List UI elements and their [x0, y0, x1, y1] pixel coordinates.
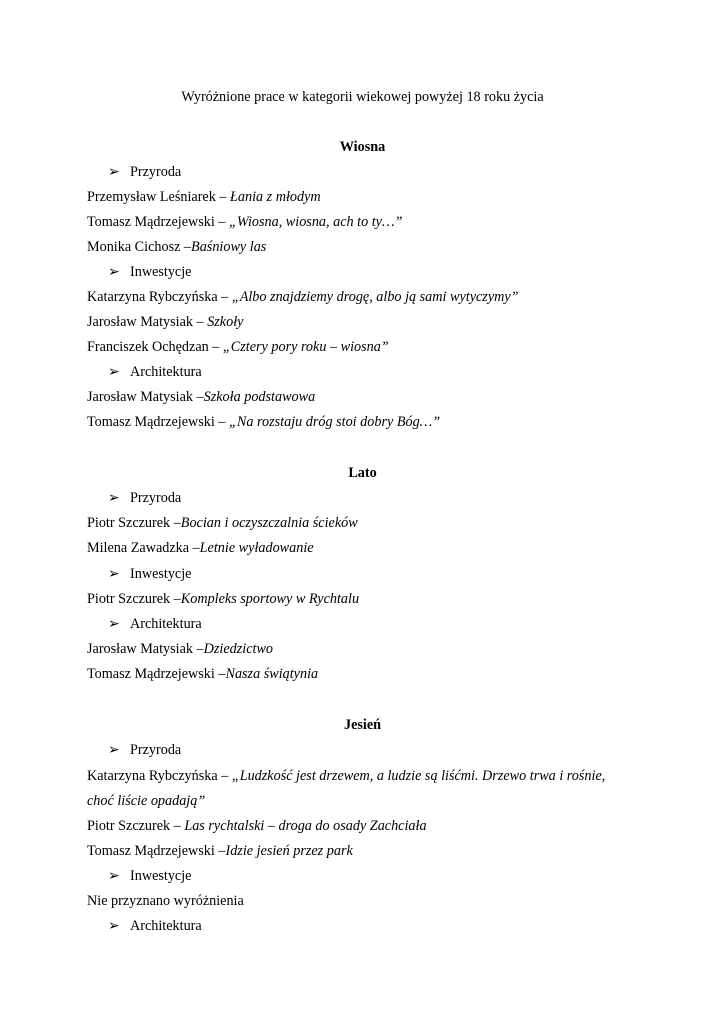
- entry-work-title: „Wiosna, wiosna, ach to ty…”: [229, 214, 403, 230]
- category-label: Inwestycje: [130, 868, 192, 884]
- entry-work-title: Baśniowy las: [191, 239, 267, 255]
- entry-jesien-przyroda-3: [87, 841, 353, 861]
- arrow-bullet-icon: ➢: [108, 164, 120, 180]
- category-przyroda-lato: [108, 488, 181, 508]
- category-architektura-wiosna: [108, 362, 202, 382]
- entry-work-title: „Ludzkość jest drzewem, a ludzie są liśćmi. Drzewo trwa i rośnie,: [231, 768, 606, 784]
- arrow-bullet-icon: ➢: [108, 490, 120, 506]
- entry-jesien-przyroda-2: [87, 816, 427, 836]
- entry-author: Katarzyna Rybczyńska –: [87, 289, 232, 305]
- entry-work-title: Bocian i oczyszczalnia ścieków: [180, 515, 358, 531]
- arrow-bullet-icon: ➢: [108, 566, 120, 582]
- entry-author: Tomasz Mądrzejewski –: [87, 843, 226, 859]
- entry-wiosna-inwestycje-2: [87, 312, 243, 332]
- section-heading-lato: Lato: [348, 465, 377, 481]
- category-label: Przyroda: [130, 742, 182, 758]
- entry-author: Jarosław Matysiak –: [87, 641, 204, 657]
- entry-work-title: Kompleks sportowy w Rychtalu: [180, 591, 360, 607]
- entry-author: Franciszek Ochędzan –: [87, 339, 223, 355]
- category-przyroda-wiosna: [108, 162, 181, 182]
- entry-work-title: Las rychtalski – droga do osady Zachciała: [184, 818, 427, 834]
- entry-work-title: Łania z młodym: [230, 189, 321, 205]
- entry-work-title: Letnie wyładowanie: [199, 540, 314, 556]
- entry-work-title: „Na rozstaju dróg stoi dobry Bóg…”: [229, 414, 441, 430]
- entry-wiosna-przyroda-1: [87, 187, 321, 207]
- category-inwestycje-lato: [108, 564, 191, 584]
- arrow-bullet-icon: ➢: [108, 364, 120, 380]
- entry-work-title-cont: choć liście opadają”: [87, 793, 206, 809]
- entry-author: Tomasz Mądrzejewski –: [87, 666, 226, 682]
- entry-work-title: Szkoły: [207, 314, 244, 330]
- arrow-bullet-icon: ➢: [108, 918, 120, 934]
- entry-author: Piotr Szczurek –: [87, 515, 181, 531]
- entry-jesien-przyroda-1: [87, 766, 605, 786]
- entry-author: Piotr Szczurek –: [87, 818, 185, 834]
- entry-wiosna-architektura-1: [87, 387, 315, 407]
- category-architektura-lato: [108, 614, 202, 634]
- entry-lato-przyroda-2: [87, 538, 314, 558]
- entry-author: Tomasz Mądrzejewski –: [87, 414, 230, 430]
- category-inwestycje-jesien: [108, 866, 191, 886]
- entry-wiosna-przyroda-2: [87, 212, 402, 232]
- entry-author: Monika Cichosz –: [87, 239, 192, 255]
- entry-lato-inwestycje-1: [87, 589, 359, 609]
- category-inwestycje-wiosna: [108, 262, 191, 282]
- entry-work-title: Szkoła podstawowa: [203, 389, 316, 405]
- entry-author: Jarosław Matysiak –: [87, 389, 204, 405]
- entry-author: Milena Zawadzka –: [87, 540, 200, 556]
- entry-lato-architektura-1: [87, 639, 273, 659]
- category-label: Architektura: [130, 918, 202, 934]
- entry-wiosna-architektura-2: [87, 412, 440, 432]
- entry-lato-architektura-2: [87, 664, 318, 684]
- entry-author: Jarosław Matysiak –: [87, 314, 208, 330]
- arrow-bullet-icon: ➢: [108, 264, 120, 280]
- entry-wiosna-przyroda-3: [87, 237, 266, 257]
- entry-work-title: „Albo znajdziemy drogę, albo ją sami wytyczymy”: [231, 289, 519, 305]
- arrow-bullet-icon: ➢: [108, 616, 120, 632]
- entry-author: Piotr Szczurek –: [87, 591, 181, 607]
- entry-wiosna-inwestycje-3: [87, 337, 389, 357]
- entry-work-title: Idzie jesień przez park: [225, 843, 353, 859]
- category-architektura-jesien: [108, 916, 202, 936]
- entry-work-title: „Cztery pory roku – wiosna”: [222, 339, 389, 355]
- entry-work-title: Dziedzictwo: [203, 641, 273, 657]
- entry-wiosna-inwestycje-1: [87, 287, 519, 307]
- category-label: Inwestycje: [130, 566, 192, 582]
- entry-lato-przyroda-1: [87, 513, 358, 533]
- section-heading-jesien: Jesień: [343, 717, 382, 733]
- category-label: Architektura: [130, 364, 202, 380]
- category-label: Przyroda: [130, 490, 182, 506]
- category-przyroda-jesien: [108, 740, 181, 760]
- category-label: Inwestycje: [130, 264, 192, 280]
- entry-jesien-inwestycje-none: Nie przyznano wyróżnienia: [87, 893, 244, 909]
- arrow-bullet-icon: ➢: [108, 742, 120, 758]
- entry-work-title: Nasza świątynia: [225, 666, 319, 682]
- category-label: Przyroda: [130, 164, 182, 180]
- entry-author: Tomasz Mądrzejewski –: [87, 214, 230, 230]
- entry-author: Przemysław Leśniarek –: [87, 189, 231, 205]
- document-title: Wyróżnione prace w kategorii wiekowej powyżej 18 roku życia: [181, 89, 544, 105]
- section-heading-wiosna: Wiosna: [339, 139, 386, 155]
- entry-jesien-przyroda-1-cont: [87, 791, 205, 811]
- entry-author: Katarzyna Rybczyńska –: [87, 768, 232, 784]
- arrow-bullet-icon: ➢: [108, 868, 120, 884]
- category-label: Architektura: [130, 616, 202, 632]
